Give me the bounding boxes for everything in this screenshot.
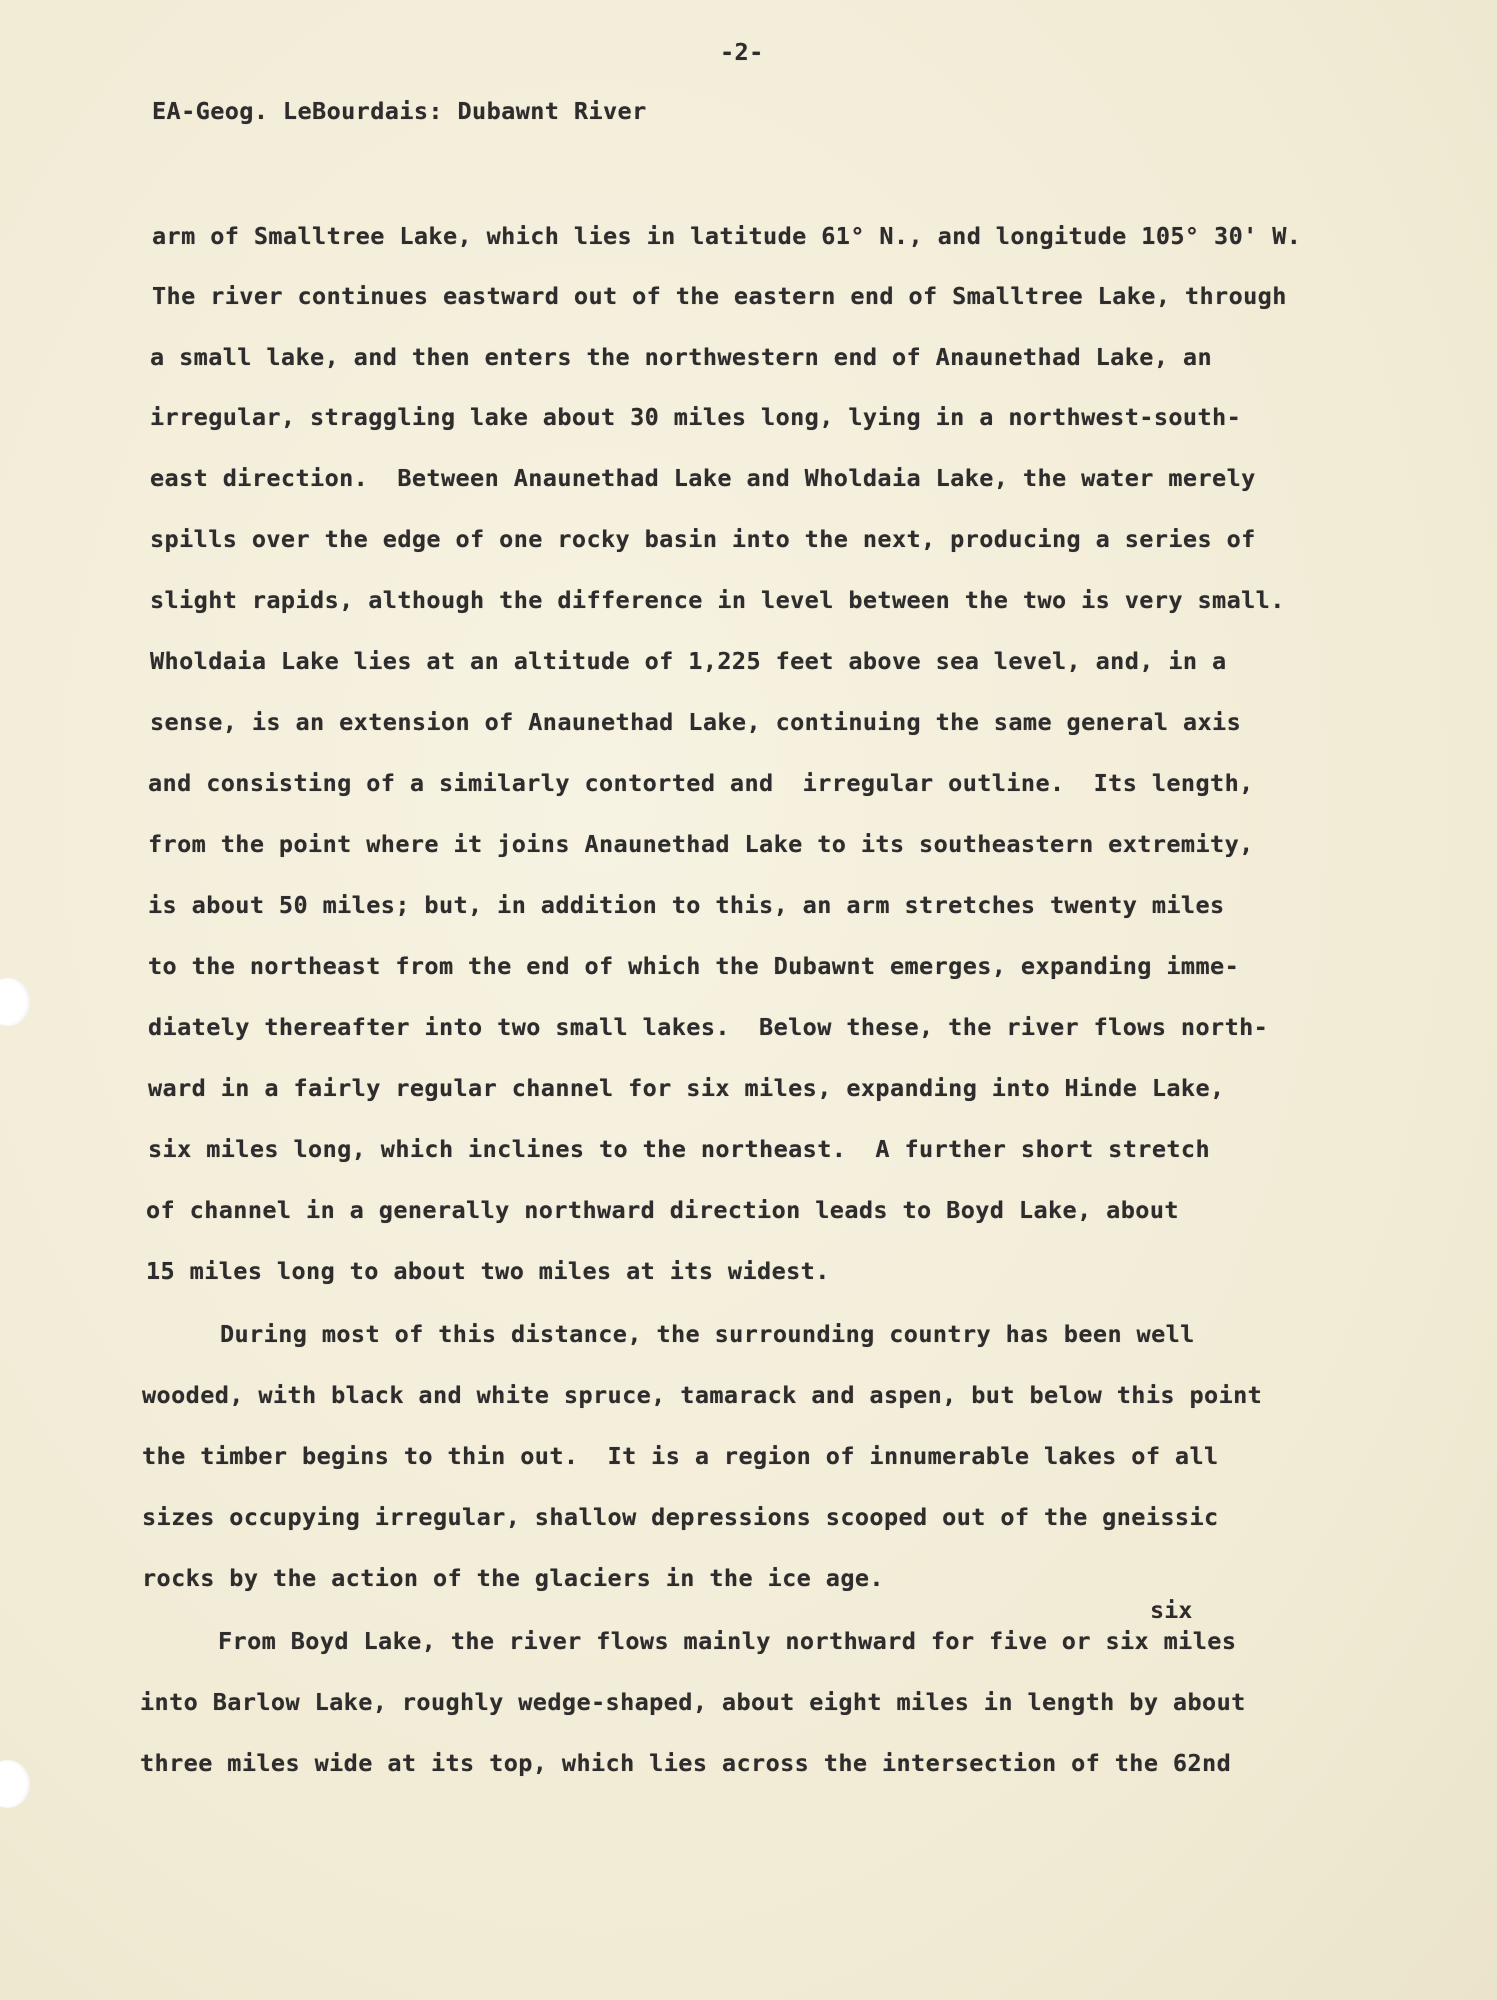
text-line: and consisting of a similarly contorted and irregular outline. Its length, — [148, 769, 1254, 797]
text-line: wooded, with black and white spruce, tamarack and aspen, but below this point — [142, 1381, 1263, 1409]
text-line: From Boyd Lake, the river flows mainly northward for five or six miles — [218, 1627, 1237, 1655]
handwritten-insertion: six — [1150, 1596, 1193, 1624]
text-line: six miles long, which inclines to the northeast. A further short stretch — [148, 1135, 1211, 1163]
text-line: slight rapids, although the difference in level between the two is very small. — [150, 586, 1285, 614]
text-line: a small lake, and then enters the northwestern end of Anaunethad Lake, an — [150, 343, 1213, 371]
text-line: rocks by the action of the glaciers in the ice age. — [142, 1564, 884, 1592]
text-line: The river continues eastward out of the eastern end of Smalltree Lake, through — [152, 282, 1287, 310]
text-line: spills over the edge of one rocky basin into the next, producing a series of — [150, 525, 1256, 553]
text-line: 15 miles long to about two miles at its widest. — [146, 1257, 830, 1285]
text-line: the timber begins to thin out. It is a region of innumerable lakes of all — [142, 1442, 1219, 1470]
text-line: During most of this distance, the surrounding country has been well — [220, 1320, 1195, 1348]
text-line: from the point where it joins Anaunethad Lake to its southeastern extremity, — [148, 830, 1254, 858]
text-line: to the northeast from the end of which the Dubawnt emerges, expanding imme- — [148, 952, 1240, 980]
text-line: three miles wide at its top, which lies across the intersection of the 62nd — [140, 1749, 1232, 1777]
text-line: of channel in a generally northward direction leads to Boyd Lake, about — [146, 1196, 1179, 1224]
page-number: -2- — [720, 38, 764, 66]
punch-hole — [0, 978, 30, 1026]
text-line: into Barlow Lake, roughly wedge-shaped, about eight miles in length by about — [140, 1688, 1246, 1716]
text-line: irregular, straggling lake about 30 miles long, lying in a northwest-south- — [150, 403, 1242, 431]
document-header: EA-Geog. LeBourdais: Dubawnt River — [152, 97, 647, 125]
text-line: Wholdaia Lake lies at an altitude of 1,225 feet above sea level, and, in a — [150, 647, 1227, 675]
text-line: diately thereafter into two small lakes. Below these, the river flows north- — [148, 1013, 1269, 1041]
text-line: east direction. Between Anaunethad Lake and Wholdaia Lake, the water merely — [150, 464, 1256, 492]
text-line: is about 50 miles; but, in addition to this, an arm stretches twenty miles — [148, 891, 1225, 919]
text-line: ward in a fairly regular channel for six miles, expanding into Hinde Lake, — [148, 1074, 1225, 1102]
text-line: sizes occupying irregular, shallow depressions scooped out of the gneissic — [142, 1503, 1219, 1531]
punch-hole — [0, 1760, 30, 1808]
text-line: sense, is an extension of Anaunethad Lake, continuing the same general axis — [150, 708, 1242, 736]
text-line: arm of Smalltree Lake, which lies in latitude 61° N., and longitude 105° 30' W. — [152, 222, 1302, 250]
